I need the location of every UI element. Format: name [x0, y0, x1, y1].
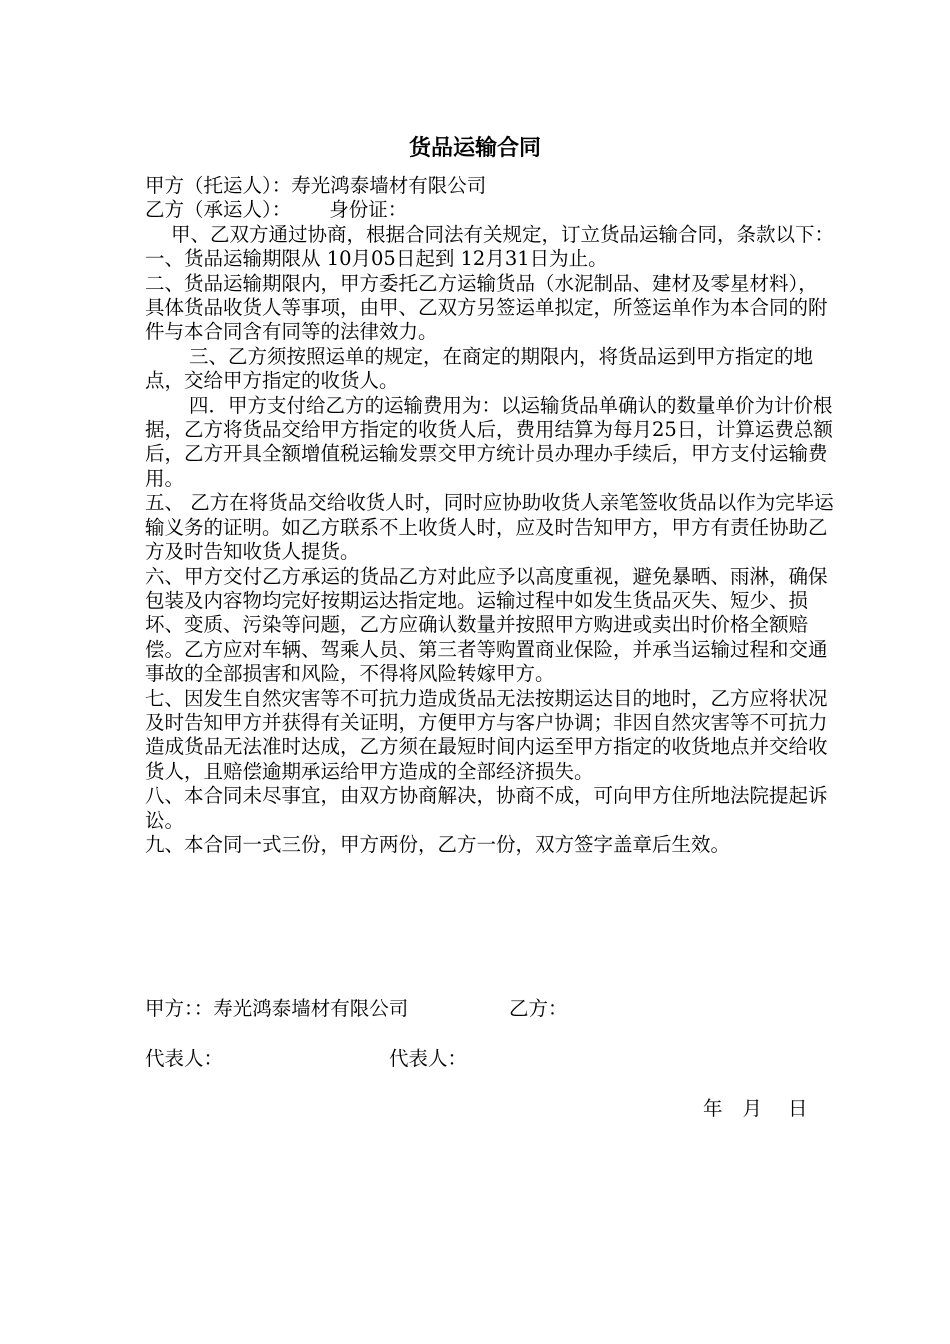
party-b-id-label: 身份证： [329, 198, 408, 222]
signature-date [703, 1096, 808, 1122]
clause-1: 一、货品运输期限从 10月05日起到 12月31日为止。 [145, 247, 608, 271]
clause-2: 二、货品运输期限内，甲方委托乙方运输货品（水泥制品、建材及零星材料），具体货品收货人等事项，由甲、乙双方另签运单拟定，所签运单作为本合同的附件与本合同含有同等的法律效力。 [145, 271, 828, 344]
document-title: 货品运输合同 [408, 136, 541, 161]
clause-9: 九、本合同一式三份，甲方两份，乙方一份，双方签字盖章后生效。 [145, 832, 731, 856]
representative-b: 代表人： [389, 1047, 468, 1070]
clause-5: 五、 乙方在将货品交给收货人时，同时应协助收货人亲笔签收货品以作为完毕运输义务的证明。如乙方联系不上收货人时，应及时告知甲方，甲方有责任协助乙方及时告知收货人提货。 [145, 491, 834, 564]
date-day: 日 [788, 1097, 808, 1120]
signature-party-a: 甲方：：寿光鸿泰墙材有限公司 [145, 997, 409, 1020]
date-month: 月 [742, 1097, 763, 1120]
clause-3: 三、乙方须按照运单的规定，在商定的期限内，将货品运到甲方指定的地点，交给甲方指定的收货人。 [145, 344, 814, 393]
party-a-line: 甲方（托运人）：寿光鸿泰墙材有限公司 [145, 174, 487, 197]
party-b-label: 乙方（承运人）： [145, 198, 292, 222]
clause-7: 七、因发生自然灾害等不可抗力造成货品无法按期运达目的地时，乙方应将状况及时告知甲方并获得有关证明，方便甲方与客户协调；非因自然灾害等不可抗力造成货品无法准时达成，乙方须在最短时间内运至甲方指定的收货地点并交给收货人，且赔偿逾期承运给甲方造成的全部经济损失。 [145, 686, 828, 783]
intro-paragraph: 甲、乙双方通过协商，根据合同法有关规定，订立货品运输合同，条款以下： [171, 222, 835, 246]
signature-party-b: 乙方： [509, 997, 568, 1020]
party-b-line [145, 198, 835, 222]
clause-8: 八、本合同未尽事宜，由双方协商解决，协商不成，可向甲方住所地法院提起诉讼。 [145, 784, 828, 832]
date-year: 年 [703, 1097, 723, 1120]
representative-a: 代表人： [145, 1047, 224, 1070]
clause-4: 四．甲方支付给乙方的运输费用为：以运输货品单确认的数量单价为计价根据，乙方将货品交给甲方指定的收货人后，费用结算为每月25日，计算运费总额后，乙方开具全额增值税运输发票交甲方统计员办理办手续后，甲方支付运输费用。 [145, 393, 833, 490]
clause-6: 六、甲方交付乙方承运的货品乙方对此应予以高度重视，避免暴晒、雨淋，确保包装及内容物均完好按期运达指定地。运输过程中如发生货品灭失、短少、损坏、变质、污染等问题，乙方应确认数量并按照甲方购进或卖出时价格全额赔偿。乙方应对车辆、驾乘人员、第三者等购置商业保险，并承当运输过程和交通事故的全部损害和风险，不得将风险转嫁甲方。 [145, 564, 828, 686]
contract-body [145, 174, 835, 857]
